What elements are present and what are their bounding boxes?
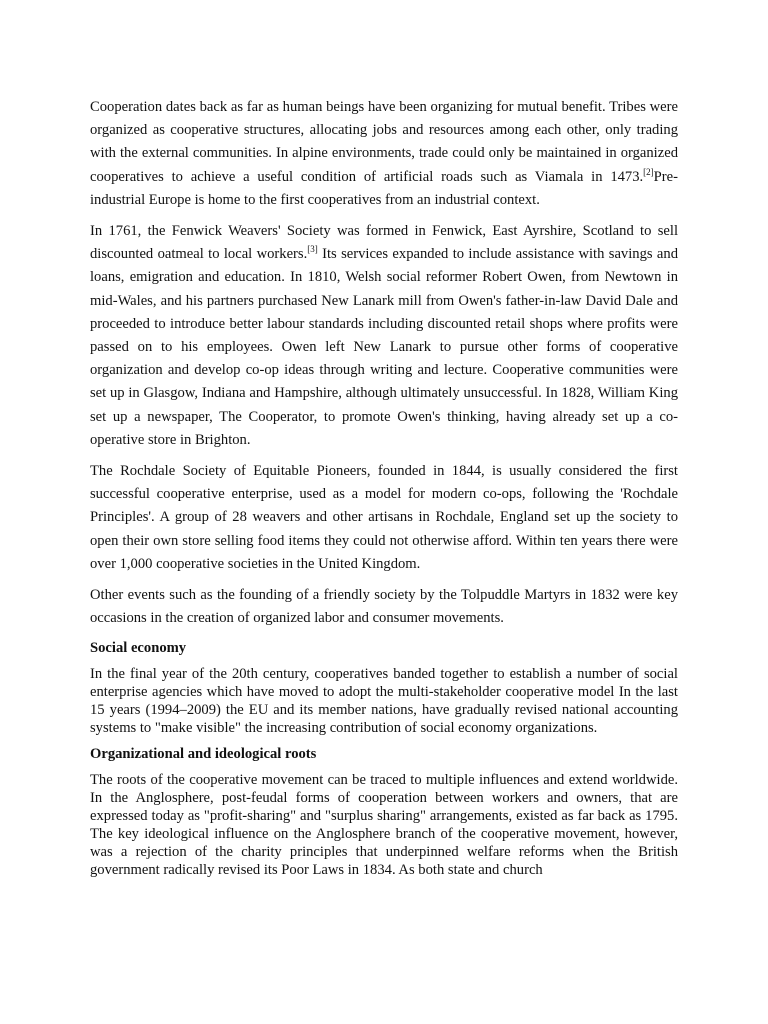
paragraph-fenwick-weavers bbox=[90, 220, 678, 452]
paragraph-cooperation-origins bbox=[90, 96, 678, 212]
heading-organizational-roots: Organizational and ideological roots bbox=[90, 746, 317, 763]
paragraph-tolpuddle-martyrs bbox=[90, 584, 678, 630]
paragraph-text: The Rochdale Society of Equitable Pioneers, founded in 1844, is usually considered the first successful cooperative enterprise, used as a model for modern co-ops, following the 'Rochdale Principles'. A group of 28 weavers and other artisans in Rochdale, England set up the society to open their own store selling food items they could not otherwise afford. Within ten years there were over 1,000 cooperative societies in the United Kingdom. bbox=[90, 463, 678, 572]
paragraph-organizational-roots bbox=[90, 771, 678, 879]
paragraph-text-tail: Its services expanded to include assistance with savings and loans, emigration and education. In 1810, Welsh social reformer Robert Owen, from Newtown in mid-Wales, and his partners purchased New Lanark mill from Owen's father-in-law David Dale and proceeded to introduce better labour standards including discounted retail shops where profits were passed on to his employees. Owen left New Lanark to pursue other forms of cooperative organization and develop co-op ideas through writing and lecture. Cooperative communities were set up in Glasgow, Indiana and Hampshire, although ultimately unsuccessful. In 1828, William King set up a newspaper, The Cooperator, to promote Owen's thinking, having already set up a co-operative store in Brighton. bbox=[90, 246, 678, 448]
paragraph-rochdale-pioneers bbox=[90, 460, 678, 576]
paragraph-social-economy bbox=[90, 665, 678, 737]
paragraph-text: In the final year of the 20th century, cooperatives banded together to establish a number of social enterprise agencies which have moved to adopt the multi-stakeholder cooperative model In the last 15 years (1994–2009) the EU and its member nations, have gradually revised national accounting systems to "make visible" the increasing contribution of social economy organizations. bbox=[90, 666, 678, 737]
paragraph-text: Cooperation dates back as far as human beings have been organizing for mutual benefit. Tribes were organized as cooperative structures, allocating jobs and resources among each other, only trading with the external communities. In alpine environments, trade could only be maintained in organized cooperatives to achieve a useful condition of artificial roads such as Viamala in 1473. bbox=[90, 99, 678, 185]
heading-social-economy: Social economy bbox=[90, 640, 187, 657]
citation-ref-2[interactable]: [2] bbox=[643, 166, 654, 177]
document-page bbox=[90, 96, 678, 886]
citation-ref-3[interactable]: [3] bbox=[307, 244, 318, 255]
paragraph-text-tail: Pre-industrial Europe is home to the first cooperatives from an industrial context. bbox=[90, 168, 678, 208]
paragraph-text: In 1761, the Fenwick Weavers' Society was formed in Fenwick, East Ayrshire, Scotland to sell discounted oatmeal to local workers. bbox=[90, 223, 678, 263]
paragraph-text: Other events such as the founding of a friendly society by the Tolpuddle Martyrs in 1832 were key occasions in the creation of organized labor and consumer movements. bbox=[90, 587, 678, 627]
paragraph-text: The roots of the cooperative movement can be traced to multiple influences and extend worldwide. In the Anglosphere, post-feudal forms of cooperation between workers and owners, that are expressed today as "profit-sharing" and "surplus sharing" arrangements, existed as far back as 1795. The key ideological influence on the Anglosphere branch of the cooperative movement, however, was a rejection of the charity principles that underpinned welfare reforms when the British government radically revised its Poor Laws in 1834. As both state and church bbox=[90, 772, 678, 879]
